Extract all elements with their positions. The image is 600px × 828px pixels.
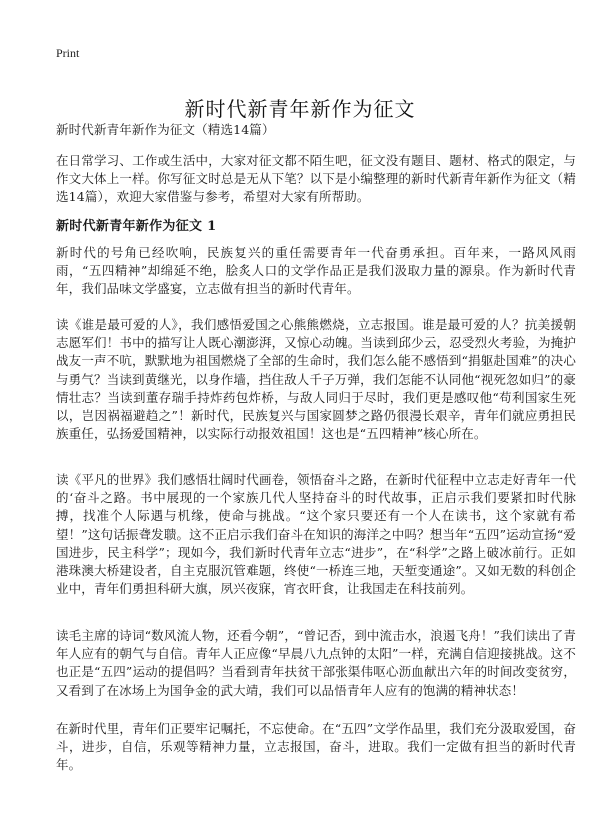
document-subtitle: 新时代新青年新作为征文（精选14篇） — [56, 122, 275, 137]
body-paragraph: 读《谁是最可爱的人》，我们感悟爱国之心熊熊燃烧，立志报国。谁是最可爱的人？抗美援朝志愿军们！书中的描写让人既心潮澎湃，又惊心动魄。当读到邱少云，忍受烈火考验，为掩护战友一声不吭，默默地为祖国燃烧了全部的生命时，我们怎么能不感悟到“捐躯赴国难”的决心与勇气？当读到黄继光，以身作墙，挡住敌人千子万弹，我们怎能不认同他“视死忽如归”的豪情壮志？当读到董存瑞手持炸药包炸桥，与敌人同归于尽时，我们更是感叹他“苟利国家生死以，岂因祸福避趋之”！新时代，民族复兴与国家圆梦之路仍很漫长艰辛，青年们就应勇担民族重任，弘扬爱国精神，以实际行动报效祖国！这也是“五四精神”核心所在。 — [56, 317, 576, 442]
intro-paragraph: 在日常学习、工作或生活中，大家对征文都不陌生吧，征文没有题目、题材、格式的限定，与作文大体上一样。你写征文时总是无从下笔？以下是小编整理的新时代新青年新作为征文（精选14篇），欢迎大家借鉴与参考，希望对大家有所帮助。 — [56, 153, 576, 205]
print-link[interactable]: Print — [56, 46, 80, 60]
body-paragraph: 新时代的号角已经吹响，民族复兴的重任需要青年一代奋勇承担。百年来，一路风风雨雨，“五四精神”却绵延不绝，脍炙人口的文学作品正是我们汲取力量的源泉。作为新时代青年，我们品味文学盛宴，立志做有担当的新时代青年。 — [56, 245, 576, 297]
document-title: 新时代新青年新作为征文 — [184, 97, 416, 122]
body-paragraph: 读毛主席的诗词“数风流人物，还看今朝”，“曾记否，到中流击水，浪遏飞舟！”我们读出了青年人应有的朝气与自信。青年人正应像“早晨八九点钟的太阳”一样，充满自信迎接挑战。这不也正是“五四”运动的提倡吗？当看到青年扶贫干部张渠伟呕心沥血献出六年的时间改变贫穷，又看到了在冰场上为国争金的武大靖，我们可以品悟青年人应有的饱满的精神状态！ — [56, 628, 576, 698]
body-paragraph: 读《平凡的世界》我们感悟壮阔时代画卷，领悟奋斗之路，在新时代征程中立志走好青年一代的‘奋斗之路。书中展现的一个家族几代人坚持奋斗的时代故事，正启示我们要紧扣时代脉搏，找准个人际遇与机缘，使命与挑战。“这个家只要还有一个人在读书，这个家就有希望！”这句话振聋发聩。这不正启示我们奋斗在知识的海洋之中吗？想当年“五四”运动宣扬“爱国进步，民主科学”；现如今，我们新时代青年立志“进步”，在“科学”之路上破冰前行。正如港珠澳大桥建设者，自主克服沉管难题，终使“一桥连三地，天堑变通途”。又如无数的科创企业中，青年们勇担科研大旗，夙兴夜寐，宵衣旰食，让我国走在科技前列。 — [56, 472, 576, 597]
body-paragraph: 在新时代里，青年们正要牢记嘱托，不忘使命。在“五四”文学作品里，我们充分汲取爱国，奋斗，进步，自信，乐观等精神力量，立志报国，奋斗，进取。我们一定做有担当的新时代青年。 — [56, 721, 576, 773]
section-heading: 新时代新青年新作为征文 1 — [56, 219, 217, 234]
